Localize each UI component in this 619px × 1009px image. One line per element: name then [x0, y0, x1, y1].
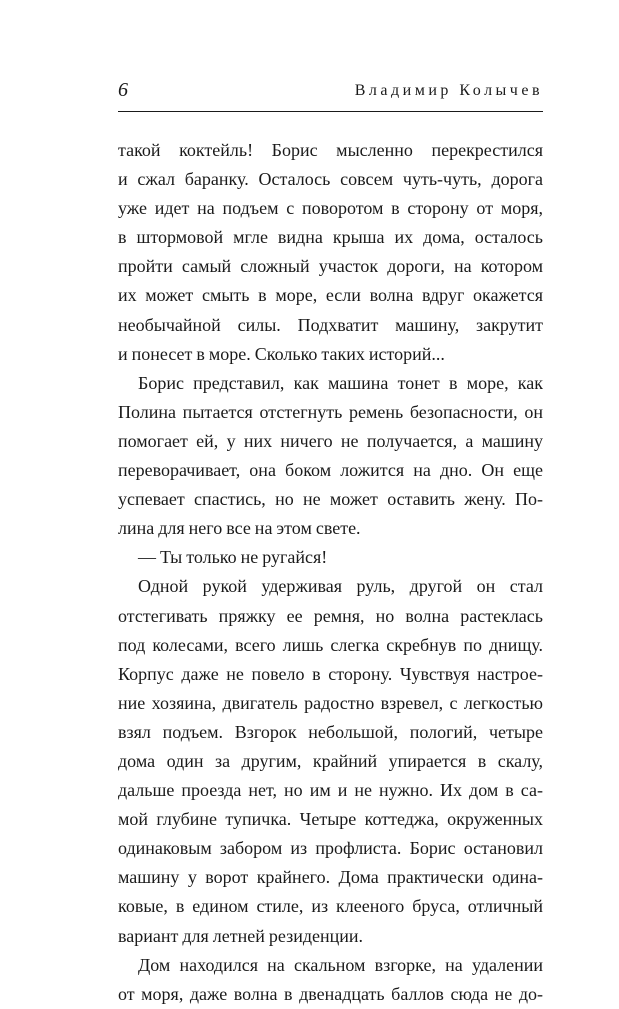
page-number: 6	[118, 79, 128, 101]
text-line: Полина пытается отстегнуть ремень безопасности, он	[118, 401, 543, 422]
text-line: ковые, в едином стиле, из клееного бруса, отличный	[118, 896, 543, 917]
text-line: машину у ворот крайнего. Дома практически одина-	[118, 867, 543, 888]
running-header	[118, 78, 543, 102]
text-line: Одной рукой удерживая руль, другой он стал	[138, 576, 543, 597]
text-line: их может смыть в море, если волна вдруг окажется	[118, 285, 543, 306]
text-line: Дом находился на скальном взгорке, на удалении	[138, 954, 543, 975]
text-line: Корпус даже не повело в сторону. Чувствуя настрое-	[118, 663, 543, 684]
text-line: Борис представил, как машина тонет в море, как	[138, 372, 543, 393]
text-line: помогает ей, у них ничего не получается, а машину	[118, 430, 543, 451]
text-line: дальше проезда нет, но им и не нужно. Их дом в са-	[118, 780, 543, 801]
text-line: и понесет в море. Сколько таких историй...	[118, 343, 445, 364]
text-line: ние хозяина, двигатель радостно взревел, с легкостью	[118, 692, 543, 713]
text-line: от моря, даже волна в двенадцать баллов сюда не до-	[118, 983, 543, 1004]
text-line: переворачивает, она боком ложится на дно. Он еще	[118, 460, 543, 481]
header-divider	[118, 111, 543, 112]
text-line: дома один за другим, крайний упирается в скалу,	[118, 750, 543, 771]
text-line: мой глубине тупичка. Четыре коттеджа, окруженных	[118, 809, 543, 830]
text-line: и сжал баранку. Осталось совсем чуть-чуть, дорога	[118, 169, 543, 190]
text-line: в штормовой мгле видна крыша их дома, осталось	[118, 227, 543, 248]
text-line: успевает спастись, но не может оставить жену. По-	[118, 489, 543, 510]
text-line: под колесами, всего лишь слегка скребнув по днищу.	[118, 634, 543, 655]
text-line: пройти самый сложный участок дороги, на котором	[118, 256, 543, 277]
text-line: необычайной силы. Подхватит машину, закрутит	[118, 314, 543, 335]
running-title-author: Владимир Колычев	[354, 82, 543, 99]
text-line: такой коктейль! Борис мысленно перекрестился	[118, 140, 543, 160]
text-line: вариант для летней резиденции.	[118, 925, 364, 946]
body-text	[118, 136, 543, 1009]
text-line: лина для него все на этом свете.	[118, 518, 361, 539]
text-line: отстегивать пряжку ее ремня, но волна растеклась	[118, 605, 543, 626]
text-line: взял подъем. Взгорок небольшой, пологий, четыре	[118, 721, 543, 742]
text-line: уже идет на подъем с поворотом в сторону от моря,	[118, 198, 543, 219]
text-line: — Ты только не ругайся!	[138, 547, 328, 568]
text-line: одинаковым забором из профлиста. Борис остановил	[118, 838, 543, 859]
